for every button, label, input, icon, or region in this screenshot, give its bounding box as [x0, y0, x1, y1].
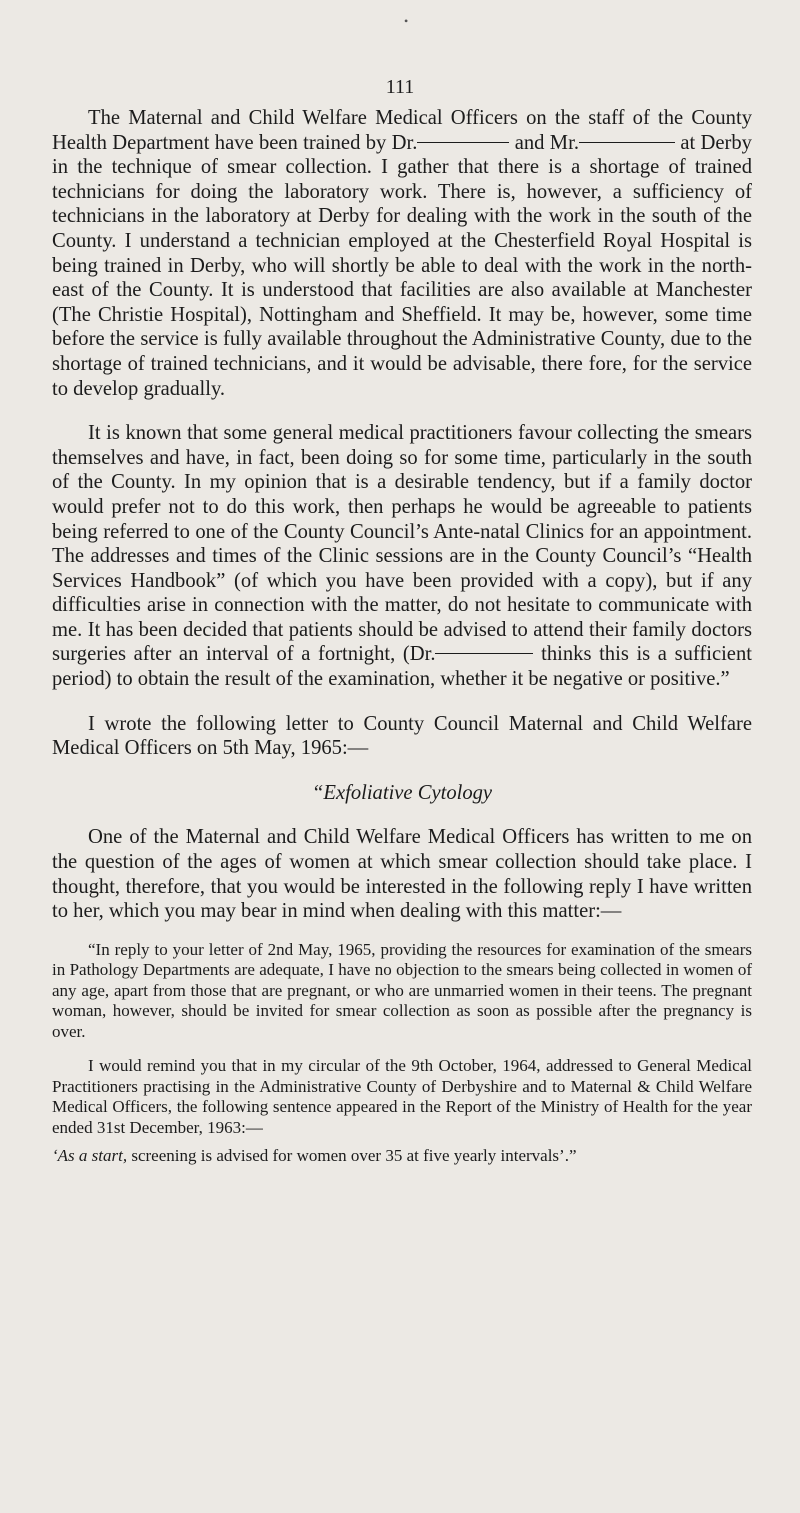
quoted-report-rest: screening is advised for women over 35 at five yearly intervals’.”: [127, 1146, 577, 1166]
paragraph-training-part-c: at Derby in the technique of smear collection. I gather that there is a shortage of trained technicians for doing the laboratory work. There is, however, a sufficiency of technicians in the laboratory at Derby for dealing with the work in the south of the County. I understand a technician employed at the Chesterfield Royal Hospital is being trained in Derby, who will shortly be able to deal with the work in the north-east of the County. It is understood that facilities are also available at Manchester (The Christie Hospital), Nottingham and Sheffield. It may be, however, some time before the service is fully available throughout the Administrative County, due to the shortage of trained technicians, and it would be advisable, there fore, for the service to develop gradually.: [52, 131, 752, 400]
paragraph-practitioners-part-b: thinks this is a sufficient period) to obtain the result of the examination, whether it be negative or positive.”: [52, 643, 752, 691]
paragraph-letter-intro: I wrote the following letter to County Council Maternal and Child Welfare Medical Officers on 5th May, 1965:—: [52, 712, 752, 760]
paragraph-practitioners: [52, 421, 752, 692]
paragraph-training-part-b: and Mr.: [514, 131, 579, 154]
paragraph-training: [52, 106, 752, 401]
document-body: [52, 106, 752, 1167]
quoted-report-lead: ‘As a start,: [52, 1146, 128, 1166]
page-number: 111: [385, 76, 415, 98]
page-marker: •: [404, 14, 409, 28]
quoted-circular: I would remind you that in my circular of the 9th October, 1964, addressed to General Medical Practitioners practising in the Administrative County of Derbyshire and to Maternal & Child Welfare Medical Officers, the following sentence appeared in the Report of the Ministry of Health for the year ended 31st December, 1963:—: [52, 1056, 752, 1137]
quoted-reply: “In reply to your letter of 2nd May, 1965, providing the resources for examination of the smears in Pathology Departments are adequate, I have no objection to the smears being collected in women of any age, apart from those that are pregnant, or who are unmarried women in their teens. The pregnant woman, however, should be invited for smear collection as soon as possible after the pregnancy is over.: [52, 939, 752, 1041]
quoted-report-sentence: [52, 1146, 752, 1167]
section-heading: “Exfoliative Cytology: [311, 781, 493, 804]
paragraph-practitioners-part-a: It is known that some general medical practitioners favour collecting the smears themselves and have, in fact, been doing so for some time, particularly in the south of the County. In my opinion that is a desirable tendency, but if a family doctor would prefer not to do this work, then perhaps he would be agreeable to patients being referred to one of the County Council’s Ante-natal Clinics for an appointment. The addresses and times of the Clinic sessions are in the County Council’s “Health Services Handbook” (of which you have been provided with a copy), but if any difficulties arise in connection with the matter, do not hesitate to communicate with me. It has been decided that patients should be advised to attend their family doctors surgeries after an interval of a fortnight, (Dr.: [52, 422, 752, 666]
paragraph-letter-body: One of the Maternal and Child Welfare Medical Officers has written to me on the question of the ages of women at which smear collection should take place. I thought, therefore, that you would be interested in the following reply I have written to her, which you may bear in mind when dealing with this matter:—: [52, 826, 752, 923]
redacted-name-line: [579, 142, 675, 143]
redacted-name-line: [417, 142, 509, 143]
paragraph-training-part-a: The Maternal and Child Welfare Medical Officers on the staff of the County Health Department have been trained by Dr.: [52, 107, 752, 154]
redacted-name-line: [435, 653, 533, 654]
